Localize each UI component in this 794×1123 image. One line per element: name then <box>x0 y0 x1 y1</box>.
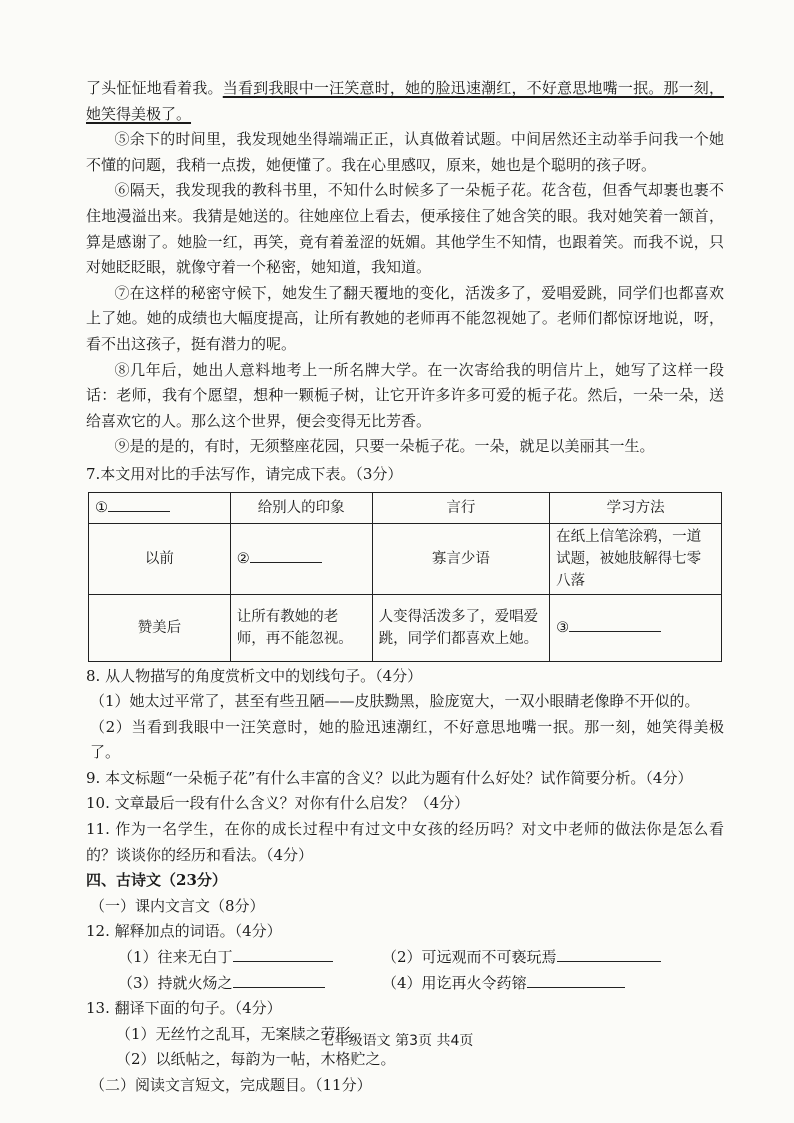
paragraph-4-end <box>86 76 724 127</box>
question-9-prompt: 9. 本文标题“一朵栀子花”有什么丰富的含义？以此为题有什么好处？试作简要分析。（4分） <box>86 768 693 787</box>
table-header-row <box>89 492 722 523</box>
row-before-words: 寡言少语 <box>372 523 550 594</box>
row-after-blank-3[interactable]: ③ <box>550 594 722 661</box>
header-blank-1[interactable]: ① <box>89 492 231 523</box>
q12-item-4[interactable]: （4）用讫再火令药镕 <box>382 971 712 997</box>
question-12-items <box>118 945 724 996</box>
table-row-after <box>89 594 722 661</box>
question-13-prompt: 13. 翻译下面的句子。（4分） <box>86 999 282 1018</box>
page-footer: 七年级语文 第3页 共4页 <box>320 1033 474 1049</box>
paragraph-7: ⑦在这样的秘密守候下，她发生了翻天覆地的变化，活泼多了，爱唱爱跳，同学们也都喜欢上了她。她的成绩也大幅度提高，让所有教她的老师再不能忽视她了。老师们都惊讶地说，呀，看不出这孩子，挺有潜力的呢。 <box>86 283 724 353</box>
row-before-blank-2[interactable]: ② <box>230 523 372 594</box>
row-before-method: 在纸上信笔涂鸦，一道试题，被她肢解得七零八落 <box>550 523 722 594</box>
q12-item-3[interactable]: （3）持就火炀之 <box>118 971 382 997</box>
header-words-deeds: 言行 <box>372 492 550 523</box>
paragraph-9: ⑨是的是的，有时，无须整座花园，只要一朵栀子花。一朵，就足以美丽其一生。 <box>114 437 655 456</box>
section-4-title: 四、古诗文（23分） <box>86 871 227 890</box>
row-after-label: 赞美后 <box>89 594 231 661</box>
paragraph-6: ⑥隔天，我发现我的教科书里，不知什么时候多了一朵栀子花。花含苞，但香气却裹也裹不住地漫溢出来。我猜是她送的。往她座位上看去，便承接住了她含笑的眼。我对她笑着一颔首，算是感谢了。她脸一红，再笑，竟有着羞涩的妩媚。其他学生不知情，也跟着笑。而我不说，只对她眨眨眼，就像守着一个秘密，她知道，我知道。 <box>86 181 724 277</box>
section-4-part-1: （一）课内文言文（8分） <box>90 896 265 915</box>
question-10-prompt: 10. 文章最后一段有什么含义？对你有什么启发？（4分） <box>86 794 470 813</box>
underlined-sentence: 当看到我眼中一汪笑意时，她的脸迅速潮红，不好意思地嘴一抿。那一刻，她笑得美极了。 <box>86 79 724 123</box>
paragraph-8: ⑧几年后，她出人意料地考上一所名牌大学。在一次寄给我的明信片上，她写了这样一段话：老师，我有个愿望，想种一颗栀子树，让它开许多许多可爱的栀子花。然后，一朵一朵，送给喜欢它的人。那么这个世界，便会变得无比芳香。 <box>86 360 724 430</box>
question-12-prompt: 12. 解释加点的词语。（4分） <box>86 922 282 941</box>
p4-start-text: 了头怔怔地看着我。 <box>86 79 223 97</box>
question-8-sentence-2: （2）当看到我眼中一汪笑意时，她的脸迅速潮红，不好意思地嘴一抿。那一刻，她笑得美极了。 <box>90 717 724 762</box>
question-8-sentence-1: （1）她太过平常了，甚至有些丑陋——皮肤黝黑，脸庞宽大，一双小眼睛老像睁不开似的。 <box>90 692 700 711</box>
header-impression: 给别人的印象 <box>230 492 372 523</box>
row-before-label: 以前 <box>89 523 231 594</box>
section-4-part-2: （二）阅读文言短文，完成题目。（11分） <box>90 1076 372 1094</box>
row-after-impression: 让所有教她的老师，再不能忽视。 <box>230 594 372 661</box>
question-7-prompt: 7.本文用对比的手法写作，请完成下表。（3分） <box>86 464 403 483</box>
q12-item-2[interactable]: （2）可远观而不可亵玩焉 <box>382 945 712 971</box>
question-8-prompt: 8. 从人物描写的角度赏析文中的划线句子。（4分） <box>86 666 423 685</box>
paragraph-5: ⑤余下的时间里，我发现她坐得端端正正，认真做着试题。中间居然还主动举手问我一个她不懂的问题，我稍一点拨，她便懂了。我在心里感叹，原来，她也是个聪明的孩子呀。 <box>86 130 724 174</box>
header-study-method: 学习方法 <box>550 492 722 523</box>
question-13-sentence-1: （1）无丝竹之乱耳，无案牍之劳形。 <box>116 1024 366 1043</box>
comparison-table <box>88 492 722 662</box>
row-after-words: 人变得活泼多了，爱唱爱跳，同学们都喜欢上她。 <box>372 594 550 661</box>
question-13-sentence-2: （2）以纸帖之，每韵为一帖，木格贮之。 <box>116 1050 396 1069</box>
question-11-prompt: 11. 作为一名学生，在你的成长过程中有过文中女孩的经历吗？对文中老师的做法你是怎么看的？谈谈你的经历和看法。（4分） <box>86 820 724 864</box>
q12-item-1[interactable]: （1）往来无白丁 <box>118 945 382 971</box>
table-row-before <box>89 523 722 594</box>
